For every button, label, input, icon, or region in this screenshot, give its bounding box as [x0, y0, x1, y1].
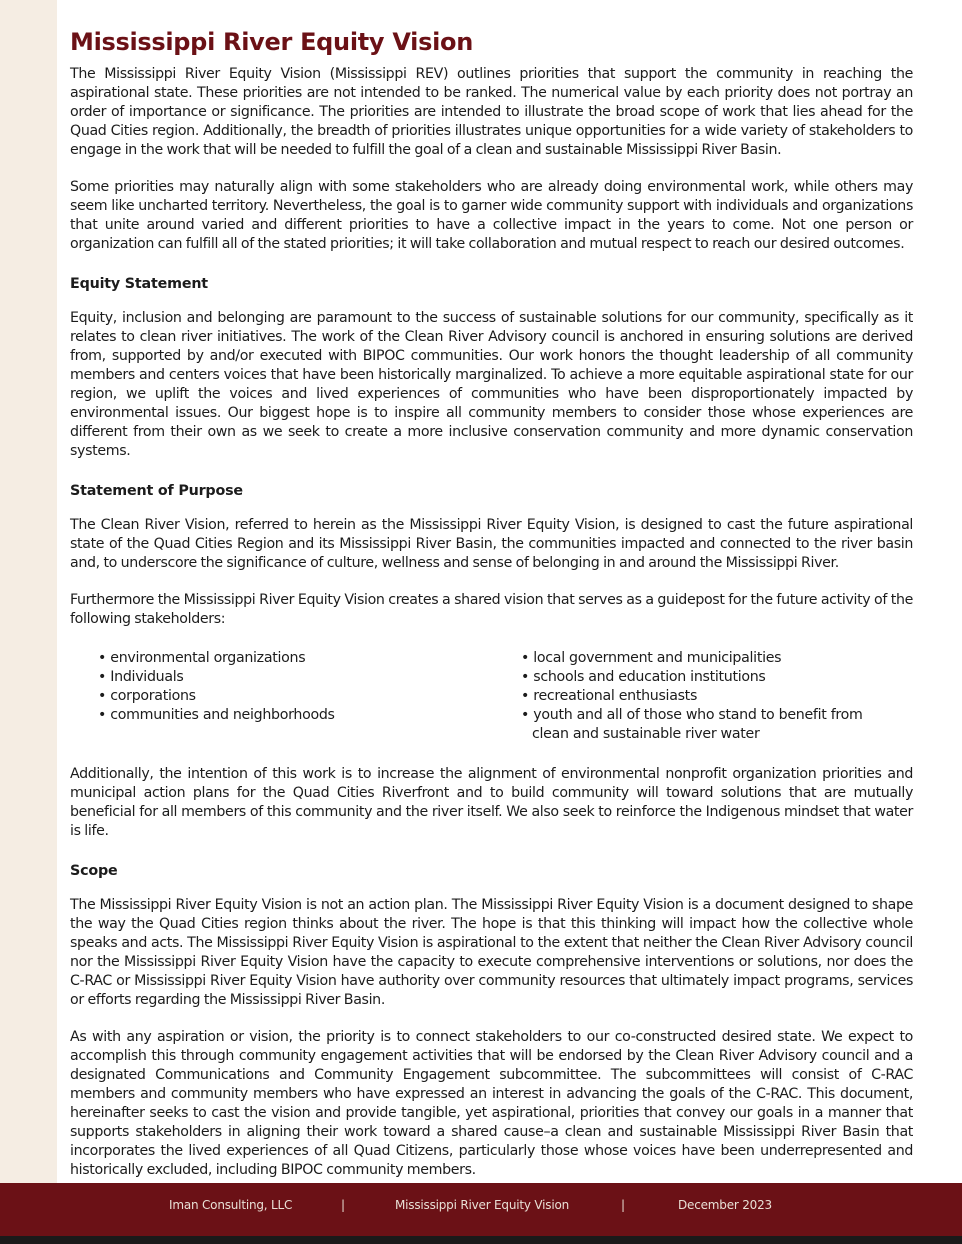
purpose-heading: Statement of Purpose — [70, 483, 243, 499]
list-item: • communities and neighborhoods — [98, 707, 335, 723]
footer-separator: | — [621, 1198, 625, 1212]
footer-company: Iman Consulting, LLC — [169, 1198, 293, 1212]
left-margin-band — [0, 0, 57, 1183]
list-item: • environmental organizations — [98, 650, 306, 666]
footer-date: December 2023 — [678, 1198, 772, 1212]
intro-paragraph-1: The Mississippi River Equity Vision (Mississippi REV) outlines priorities that support the community in reaching the aspirational state. These priorities are not intended to be ranked. The numerical value by each priority does not portray an order of importance or significance. The priorities are intended to illustrate the broad scope of work that lies ahead for the Quad Cities region. Additionally, the breadth of priorities illustrates unique opportunities for a wide variety of stakeholders to engage in the work that will be needed to fulfill the goal of a clean and sustainable Mississippi River Basin. — [70, 66, 913, 158]
list-item: • youth and all of those who stand to benefit from clean and sustainable river water — [521, 707, 863, 742]
list-item: • schools and education institutions — [521, 669, 766, 685]
footer-document-title: Mississippi River Equity Vision — [395, 1198, 570, 1212]
list-item: • local government and municipalities — [521, 650, 782, 666]
stakeholder-list — [98, 649, 913, 744]
scope-paragraph-1: The Mississippi River Equity Vision is not an action plan. The Mississippi River Equity Vision is a document designed to shape the way the Quad Cities region thinks about the river. The hope is that this thinking will impact how the collective whole speaks and acts. The Mississippi River Equity Vision is aspirational to the extent that neither the Clean River Advisory council nor the Mississippi River Equity Vision have the capacity to execute comprehensive interventions or solutions, nor does the C-RAC or Mississippi River Equity Vision have authority over community resources that ultimately impact programs, services or efforts regarding the Mississippi River Basin. — [70, 897, 913, 1008]
equity-statement-text: Equity, inclusion and belonging are paramount to the success of sustainable solutions for our community, specifically as it relates to clean river initiatives. The work of the Clean River Advisory council is anchored in ensuring solutions are derived from, supported by and/or executed with BIPOC communities. Our work honors the thought leadership of all community members and centers voices that have been historically marginalized. To achieve a more equitable aspirational state for our region, we uplift the voices and lived experiences of communities who have been disproportionately impacted by environmental issues. Our biggest hope is to inspire all community members to consider those whose experiences are different from their own as we seek to create a more inclusive conservation community and more dynamic conservation systems. — [70, 310, 913, 459]
footer-separator: | — [341, 1198, 345, 1212]
list-item: • Individuals — [98, 669, 184, 685]
purpose-paragraph-1: The Clean River Vision, referred to herein as the Mississippi River Equity Vision, is designed to cast the future aspirational state of the Quad Cities Region and its Mississippi River Basin, the communities impacted and connected to the river basin and, to underscore the significance of culture, wellness and sense of belonging in and around the Mississippi River. — [70, 517, 913, 571]
stakeholder-list-right — [521, 649, 901, 744]
page-content — [70, 28, 913, 1180]
list-item: • recreational enthusiasts — [521, 688, 698, 704]
purpose-paragraph-3: Additionally, the intention of this work is to increase the alignment of environmental nonprofit organization priorities and municipal action plans for the Quad Cities Riverfront and to build community will toward solutions that are mutually beneficial for all members of this community and the river itself. We also seek to reinforce the Indigenous mindset that water is life. — [70, 766, 913, 839]
scope-heading: Scope — [70, 863, 118, 879]
purpose-paragraph-2: Furthermore the Mississippi River Equity Vision creates a shared vision that serves as a guidepost for the future activity of the following stakeholders: — [70, 592, 913, 627]
stakeholder-list-left — [98, 649, 521, 744]
intro-paragraph-2: Some priorities may naturally align with some stakeholders who are already doing environmental work, while others may seem like uncharted territory. Nevertheless, the goal is to garner wide community support with individuals and organizations that unite around varied and different priorities to have a collective impact in the years to come. Not one person or organization can fulfill all of the stated priorities; it will take collaboration and mutual respect to reach our desired outcomes. — [70, 179, 913, 252]
scope-paragraph-2: As with any aspiration or vision, the priority is to connect stakeholders to our co-constructed desired state. We expect to accomplish this through community engagement activities that will be endorsed by the Clean River Advisory council and a designated Communications and Community Engagement subcommittee. The subcommittees will consist of C-RAC members and community members who have expressed an interest in advancing the goals of the C-RAC. This document, hereinafter seeks to cast the vision and provide tangible, yet aspirational, priorities that convey our goals in a manner that supports stakeholders in aligning their work toward a shared cause–a clean and sustainable Mississippi River Basin that incorporates the lived experiences of all Quad Citizens, particularly those whose voices have been underrepresented and historically excluded, including BIPOC community members. — [70, 1029, 913, 1178]
bottom-edge-strip — [0, 1236, 962, 1244]
list-item: • corporations — [98, 688, 196, 704]
equity-statement-heading: Equity Statement — [70, 276, 208, 292]
page-footer — [0, 1183, 962, 1236]
page-title: Mississippi River Equity Vision — [70, 28, 473, 56]
